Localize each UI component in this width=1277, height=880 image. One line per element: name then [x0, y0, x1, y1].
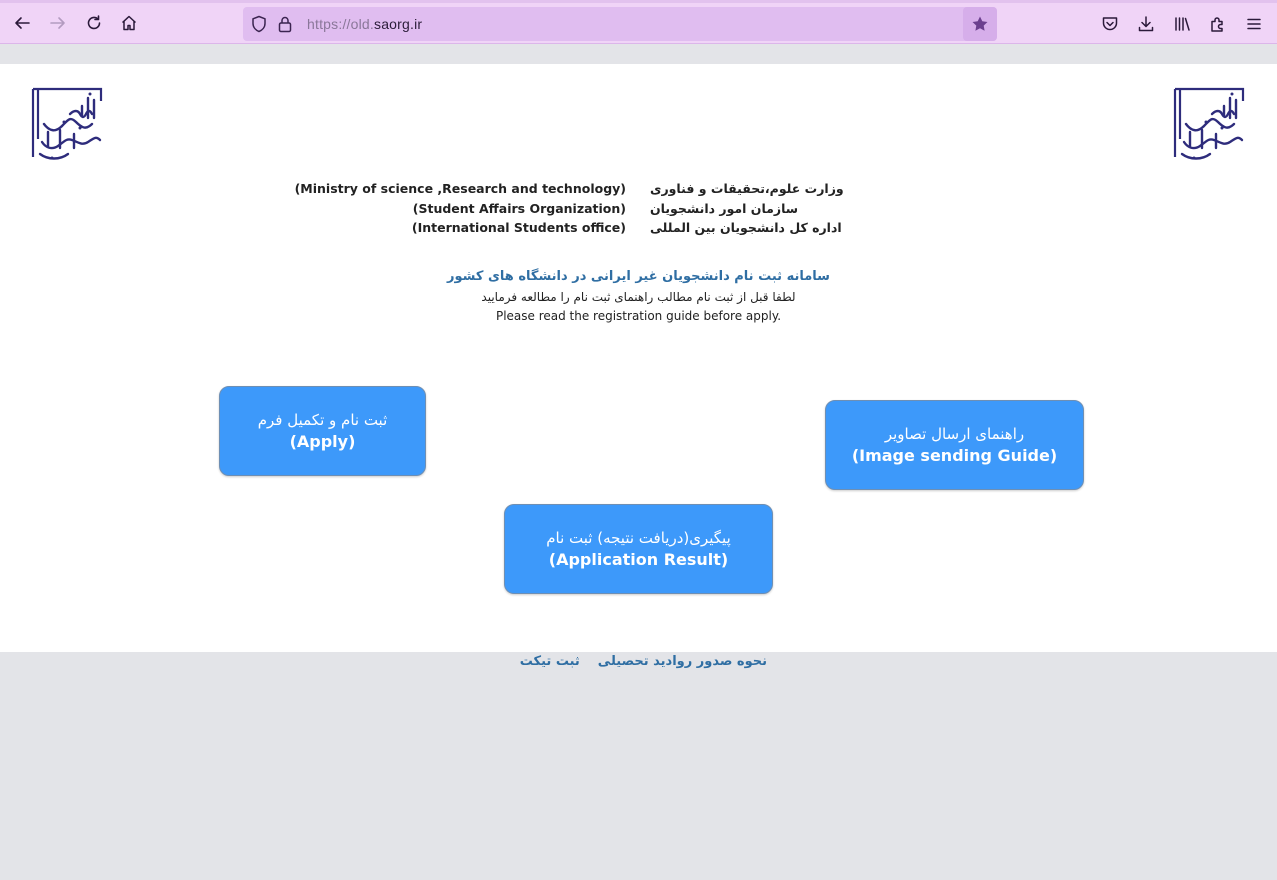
- page-top-margin: [0, 44, 1277, 64]
- guide-notice-fa: لطفا قبل از ثبت نام مطالب راهنمای ثبت نام را مطالعه فرمایید: [481, 290, 796, 304]
- org-name-fa: اداره کل دانشجویان بین المللی: [650, 220, 842, 235]
- bookmark-star-button[interactable]: [963, 7, 997, 41]
- org-name-en: (International Students office): [411, 220, 626, 235]
- saorg-logo-icon: [30, 84, 104, 168]
- org-name-en: (Ministry of science ,Research and technology): [294, 181, 626, 196]
- reload-button[interactable]: [81, 10, 107, 36]
- submit-ticket-link[interactable]: ثبت تیکت: [519, 654, 580, 669]
- library-button[interactable]: [1170, 12, 1194, 36]
- back-button[interactable]: [9, 10, 35, 36]
- menu-icon: [1245, 15, 1263, 33]
- apply-label-fa: ثبت نام و تکمیل فرم: [257, 411, 388, 429]
- download-icon: [1137, 15, 1155, 33]
- home-button[interactable]: [116, 10, 142, 36]
- saorg-logo-left: [30, 84, 104, 168]
- apply-label-en: (Apply): [289, 432, 356, 451]
- app-menu-button[interactable]: [1242, 12, 1266, 36]
- org-row-international-office: [300, 220, 860, 240]
- org-row-student-affairs: [300, 201, 860, 221]
- home-icon: [120, 14, 138, 32]
- application-result-button[interactable]: [504, 504, 773, 594]
- extensions-icon: [1209, 15, 1227, 33]
- image-sending-guide-button[interactable]: [825, 400, 1084, 490]
- guide-label-en: (Image sending Guide): [851, 446, 1058, 465]
- lock-icon[interactable]: [275, 14, 295, 34]
- study-visa-link[interactable]: نحوه صدور روادید تحصیلی: [597, 654, 767, 669]
- org-name-fa: سازمان امور دانشجویان: [650, 200, 799, 216]
- apply-button[interactable]: [219, 386, 426, 476]
- footer-links: [519, 654, 767, 669]
- pocket-button[interactable]: [1098, 12, 1122, 36]
- org-name-fa: وزارت علوم،تحقیقات و فناوری: [650, 181, 844, 196]
- downloads-button[interactable]: [1134, 12, 1158, 36]
- shield-icon[interactable]: [249, 14, 269, 34]
- back-arrow-icon: [13, 14, 31, 32]
- url-text[interactable]: https://old.saorg.ir: [307, 16, 423, 32]
- system-title: سامانه ثبت نام دانشجویان غیر ایرانی در دانشگاه های کشور: [447, 269, 830, 284]
- forward-button[interactable]: [45, 10, 71, 36]
- main-content: [0, 64, 1277, 652]
- saorg-logo-right: [1172, 84, 1246, 168]
- page-footer: [0, 652, 1277, 880]
- star-icon: [971, 15, 989, 33]
- browser-toolbar: [0, 0, 1277, 44]
- guide-notice-en: Please read the registration guide before apply.: [495, 309, 782, 323]
- pocket-icon: [1101, 15, 1119, 33]
- reload-icon: [85, 14, 103, 32]
- library-icon: [1173, 15, 1191, 33]
- forward-arrow-icon: [49, 14, 67, 32]
- intro-section: [0, 269, 1277, 327]
- url-bar[interactable]: [243, 7, 997, 41]
- org-name-en: (Student Affairs Organization): [412, 200, 626, 216]
- extensions-button[interactable]: [1206, 12, 1230, 36]
- result-label-fa: پیگیری(دریافت نتیجه) ثبت نام: [546, 529, 731, 547]
- organization-header: [294, 181, 860, 240]
- result-label-en: (Application Result): [548, 550, 729, 569]
- saorg-logo-icon: [1172, 84, 1246, 168]
- guide-label-fa: راهنمای ارسال تصاویر: [884, 425, 1025, 443]
- org-row-ministry: [294, 181, 860, 201]
